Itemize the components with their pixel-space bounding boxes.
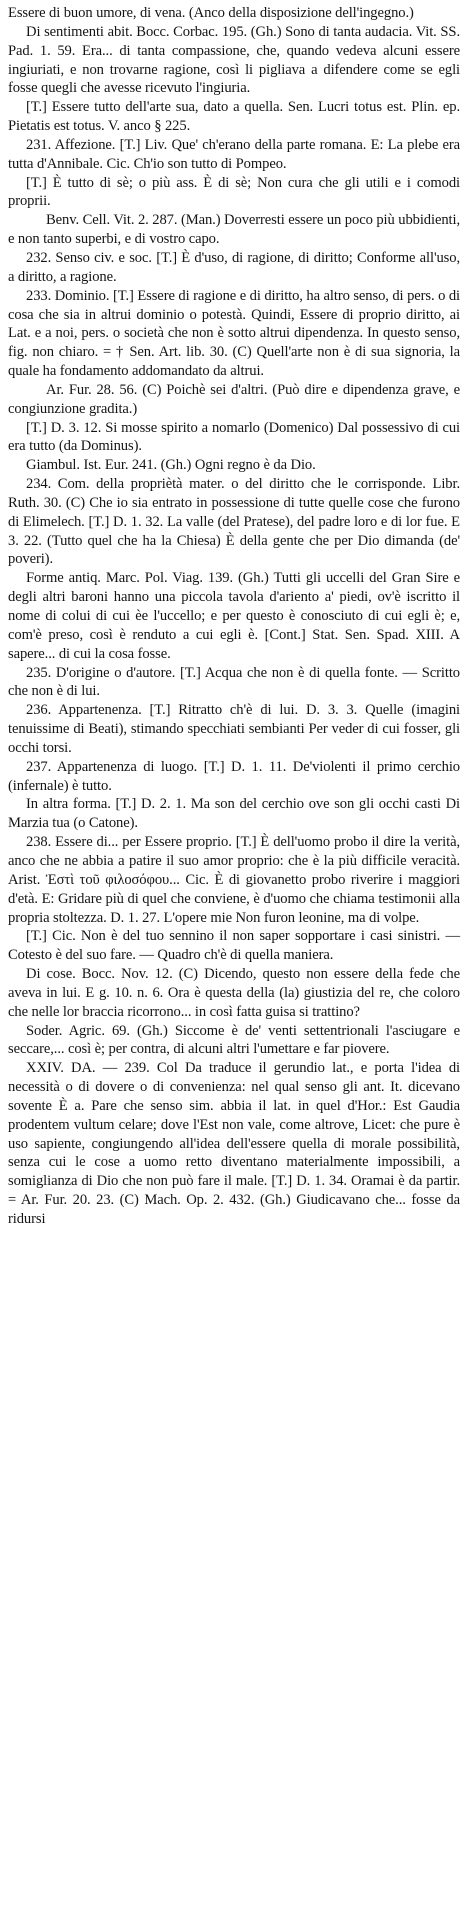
paragraph-18: 238. Essere di... per Essere proprio. [T.] È dell'uomo probo il dire la verità, anco che ne abbia a patire il suo amor proprio: che è la più difficile veracità. Arist. Ἐστὶ τοῦ φιλοσόφου... Cic. È di giovanetto probo riverire i maggiori d'età. E: Gridare più di quel che conviene, è d'uomo che chiama testimonii alla propria stoltezza. D. 1. 27. L'opere mie Non furon leonine, ma di volpe. [8,834,460,926]
paragraph-4: 231. Affezione. [T.] Liv. Que' ch'erano della parte romana. E: La plebe era tutta d'Annibale. Cic. Ch'io son tutto di Pompeo. [8,136,460,172]
paragraph-20: Di cose. Bocc. Nov. 12. (C) Dicendo, questo non essere della fede che aveva in lui. E g. 10. n. 6. Ora è questa della (la) giustizia del re, che coloro che nelle lor braccia ricorrono... in così fatta guisa si trattino? [8,966,460,1020]
paragraph-7: 232. Senso civ. e soc. [T.] È d'uso, di ragione, di diritto; Conforme all'uso, a diritto, a ragione. [8,249,460,285]
paragraph-2: Di sentimenti abit. Bocc. Corbac. 195. (Gh.) Sono di tanta audacia. Vit. SS. Pad. 1. 59. Era... di tanta compassione, che, quando vedeva alcuni essere ingiuriati, e non trovarne ragione, così li pigliava a difendere come se egli fosse quegli che avesse ricevuto l'ingiuria. [8,23,460,97]
paragraph-5: [T.] È tutto di sè; o più ass. È di sè; Non cura che gli utili e i comodi proprii. [8,174,460,210]
paragraph-15: 236. Appartenenza. [T.] Ritratto ch'è di lui. D. 3. 3. Quelle (imagini tenuissime di Beati), stimando specchiati sembianti Per veder di cui fosser, gli occhi torsi. [8,702,460,756]
paragraph-3: [T.] Essere tutto dell'arte sua, dato a quella. Sen. Lucri totus est. Plin. ep. Pietatis est totus. V. anco § 225. [8,99,460,135]
paragraph-17: In altra forma. [T.] D. 2. 1. Ma son del cerchio ove son gli occhi casti Di Marzia tua (o Catone). [8,796,460,832]
paragraph-11: Giambul. Ist. Eur. 241. (Gh.) Ogni regno è da Dio. [26,457,316,474]
paragraph-12: 234. Com. della propriètà mater. o del diritto che le corrisponde. Libr. Ruth. 30. (C) Che io sia entrato in possessione di tutte quelle cose che furono di Elimelech. [T.] D. 1. 32. La valle (del Pratese), del padre loro e di lor fue. E 3. 22. (Tutto quel che ha la Chiesa) È della gente che per Dio dimanda (de' poveri). [8,476,460,568]
paragraph-1: Essere di buon umore, di vena. (Anco della disposizione dell'ingegno.) [8,5,414,21]
paragraph-8: 233. Dominio. [T.] Essere di ragione e di diritto, ha altro senso, di pers. o di cosa che sia in altrui dominio o potestà. Quindi, Essere di proprio diritto, ai Lat. e a noi, pers. o società che non è sotto altrui dipendenza. In questo senso, fig. non chiaro. = † Sen. Art. lib. 30. (C) Quell'arte non è di sua signoria, la quale ha fondamento addomandato da altrui. [8,287,460,380]
paragraph-19: [T.] Cic. Non è del tuo sennino il non saper sopportare i casi sinistri. — Cotesto è del suo fare. — Quadro ch'è di quella maniera. [8,928,460,964]
paragraph-10: [T.] D. 3. 12. Si mosse spirito a nomarlo (Domenico) Dal possessivo di cui era tutto (da Dominus). [8,419,460,455]
paragraph-13: Forme antiq. Marc. Pol. Viag. 139. (Gh.) Tutti gli uccelli del Gran Sire e degli altri baroni hanno una piccola tavola d'ariento a' piedi, ov'è iscritto il nome di colui di cui èe l'uccello; e per questo è conosciuto di cui egli è; e, com'è preso, così è renduto a cui egli è. [Cont.] Stat. Sen. Spad. XIII. A sapere... di cui la cosa fosse. [8,570,460,662]
paragraph-21: Soder. Agric. 69. (Gh.) Siccome è de' venti settentrionali l'asciugare e seccare,... così è; per contra, di alcuni altri l'umettare e far piovere. [8,1022,460,1058]
paragraph-16: 237. Appartenenza di luogo. [T.] D. 1. 11. De'violenti il primo cerchio (infernale) è tutto. [8,758,460,794]
paragraph-14: 235. D'origine o d'autore. [T.] Acqua che non è di quella fonte. — Scritto che non è di lui. [8,664,460,700]
paragraph-6: Benv. Cell. Vit. 2. 287. (Man.) Doverresti essere un poco più ubbidienti, e non tanto superbi, e di vostro capo. [8,212,460,248]
paragraph-9: Ar. Fur. 28. 56. (C) Poichè sei d'altri. (Può dire e dipendenza grave, e congiunzione gradita.) [8,381,460,417]
paragraph-22: XXIV. DA. — 239. Col Da traduce il gerundio lat., e porta l'idea di necessità o di dovere o di convenienza: nel qual senso gli ant. It. dicevano sovente È a. Pare che senso sim. abbia il lat. in quel d'Hor.: Est Gaudia prodentem vultum celare; dove l'Est non vale, come altrove, Licet: che pure è uso sapiente, congiungendo all'idea dell'essere quella di morale possibilità, senza cui le cose a uomo retto diventano materialmente impossibili, a somiglianza di Dio che non può fare il male. [T.] D. 1. 34. Oramai è da partir. = Ar. Fur. 20. 23. (C) Mach. Op. 2. 432. (Gh.) Giudicavano che... fosse da ridursi [8,1060,460,1227]
